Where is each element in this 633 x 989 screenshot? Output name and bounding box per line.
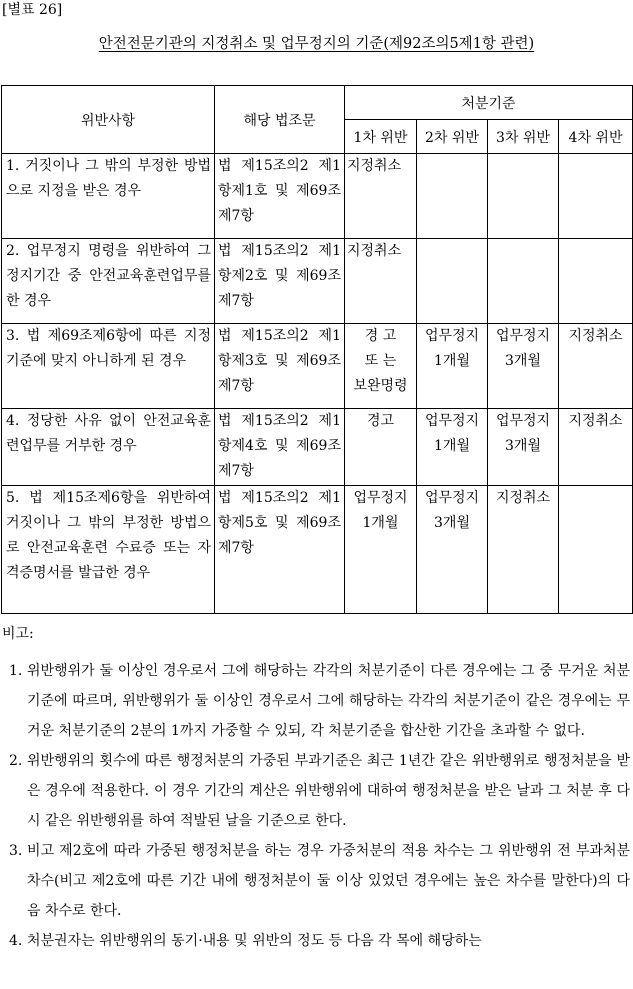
- header-count-2: 2차 위반: [417, 120, 488, 154]
- annex-label: [별표 26]: [2, 2, 63, 18]
- note-number: 3.: [9, 843, 23, 859]
- disposition-cell-4: [559, 409, 633, 486]
- violation-text: 4. 정당한 사유 없이 안전교육훈련업무를 거부한 경우: [6, 413, 211, 454]
- disposition-cell-2: [417, 324, 488, 409]
- law-text: 법 제15조의2 제1항제4호 및 제69조제7항: [218, 413, 341, 479]
- disposition-cell-3: [488, 486, 559, 614]
- violation-text: 5. 법 제15조제6항을 위반하여 거짓이나 그 밖의 부정한 방법으로 안전교육훈련 수료증 또는 자격증명서를 발급한 경우: [6, 490, 211, 581]
- law-text: 법 제15조의2 제1항제1호 및 제69조제7항: [218, 158, 341, 224]
- document-title-text: 안전전문기관의 지정취소 및 업무정지의 기준(제92조의5제1항 관련): [98, 36, 535, 52]
- law-cell: [215, 239, 345, 324]
- disposition-text: 업무정지 3개월: [495, 413, 551, 454]
- disposition-text: 업무정지 1개월: [353, 490, 408, 531]
- disposition-cell-1: [345, 324, 417, 409]
- disposition-cell-1: [345, 486, 417, 614]
- note-number: 4.: [9, 933, 23, 949]
- disposition-standards-table: [1, 85, 633, 614]
- violation-text: 1. 거짓이나 그 밖의 부정한 방법으로 지정을 받은 경우: [6, 158, 211, 199]
- table-row: [2, 239, 633, 324]
- disposition-cell-2: [417, 239, 488, 324]
- note-item: [0, 746, 630, 836]
- disposition-cell-4: [559, 486, 633, 614]
- violation-cell: [2, 486, 215, 614]
- disposition-cell-1: [345, 239, 417, 324]
- disposition-text: 경고: [366, 413, 395, 429]
- violation-cell: [2, 324, 215, 409]
- header-count-3: 3차 위반: [488, 120, 559, 154]
- disposition-text: 업무정지 3개월: [495, 328, 551, 369]
- disposition-cell-3: [488, 154, 559, 239]
- disposition-text: 지정취소: [347, 243, 402, 259]
- disposition-text: 업무정지 1개월: [424, 328, 480, 369]
- law-text: 법 제15조의2 제1항제5호 및 제69조제7항: [218, 490, 341, 556]
- disposition-cell-3: [488, 324, 559, 409]
- note-text: 처분권자는 위반행위의 동기·내용 및 위반의 정도 등 다음 각 목에 해당하는: [27, 933, 482, 949]
- disposition-cell-1: [345, 154, 417, 239]
- violation-cell: [2, 239, 215, 324]
- header-count-4: 4차 위반: [559, 120, 633, 154]
- law-cell: [215, 324, 345, 409]
- table-row: [2, 409, 633, 486]
- disposition-text: 지정취소: [568, 413, 623, 429]
- disposition-cell-2: [417, 154, 488, 239]
- note-number: 1.: [9, 663, 23, 679]
- disposition-text: 지정취소: [568, 328, 623, 344]
- note-text: 비고 제2호에 따라 가중된 행정처분을 하는 경우 가중처분의 적용 차수는 그 위반행위 전 부과처분 차수(비고 제2호에 따른 기간 내에 행정처분이 둘 이상 있었던 경우에는 높은 차수를 말한다)의 다음 차수로 한다.: [27, 843, 630, 919]
- header-count-1: 1차 위반: [345, 120, 417, 154]
- note-item: [0, 926, 630, 956]
- disposition-text: 업무정지 3개월: [424, 490, 480, 531]
- law-cell: [215, 486, 345, 614]
- disposition-text: 지정취소: [347, 158, 402, 174]
- disposition-text: 지정취소: [495, 490, 551, 506]
- disposition-cell-3: [488, 239, 559, 324]
- violation-text: 3. 법 제69조제6항에 따른 지정기준에 맞지 아니하게 된 경우: [6, 328, 211, 369]
- header-violation: 위반사항: [2, 86, 215, 154]
- note-item: [0, 656, 630, 746]
- note-number: 2.: [9, 753, 23, 769]
- law-cell: [215, 154, 345, 239]
- disposition-cell-1: [345, 409, 417, 486]
- table-row: [2, 324, 633, 409]
- header-law: 해당 법조문: [215, 86, 345, 154]
- document-title: [0, 34, 633, 54]
- disposition-cell-2: [417, 409, 488, 486]
- note-item: [0, 836, 630, 926]
- note-text: 위반행위의 횟수에 따른 행정처분의 가중된 부과기준은 최근 1년간 같은 위반행위로 행정처분을 받은 경우에 적용한다. 이 경우 기간의 계산은 위반행위에 대하여 행정처분을 받은 날과 그 처분 후 다시 같은 위반행위를 하여 적발된 날을 기준으로 한다.: [27, 753, 630, 829]
- disposition-cell-4: [559, 154, 633, 239]
- law-text: 법 제15조의2 제1항제3호 및 제69조제7항: [218, 328, 341, 394]
- disposition-text: 업무정지 1개월: [424, 413, 480, 454]
- disposition-cell-3: [488, 409, 559, 486]
- disposition-cell-2: [417, 486, 488, 614]
- note-text: 위반행위가 둘 이상인 경우로서 그에 해당하는 각각의 처분기준이 다른 경우에는 그 중 무거운 처분기준에 따르며, 위반행위가 둘 이상인 경우로서 그에 해당하는 각각의 처분기준이 같은 경우에는 무거운 처분기준의 2분의 1까지 가중할 수 있되, 각 처분기준을 합산한 기간을 초과할 수 없다.: [27, 663, 630, 739]
- table-row: [2, 486, 633, 614]
- table-row: [2, 154, 633, 239]
- notes-section: [0, 624, 630, 956]
- law-cell: [215, 409, 345, 486]
- violation-text: 2. 업무정지 명령을 위반하여 그 정지기간 중 안전교육훈련업무를 한 경우: [6, 243, 211, 309]
- violation-cell: [2, 154, 215, 239]
- header-disposition: 처분기준: [345, 86, 633, 120]
- notes-title: 비고:: [2, 626, 34, 642]
- disposition-cell-4: [559, 324, 633, 409]
- disposition-text: 경 고 또 는 보완명령: [353, 328, 408, 394]
- disposition-cell-4: [559, 239, 633, 324]
- law-text: 법 제15조의2 제1항제2호 및 제69조제7항: [218, 243, 341, 309]
- violation-cell: [2, 409, 215, 486]
